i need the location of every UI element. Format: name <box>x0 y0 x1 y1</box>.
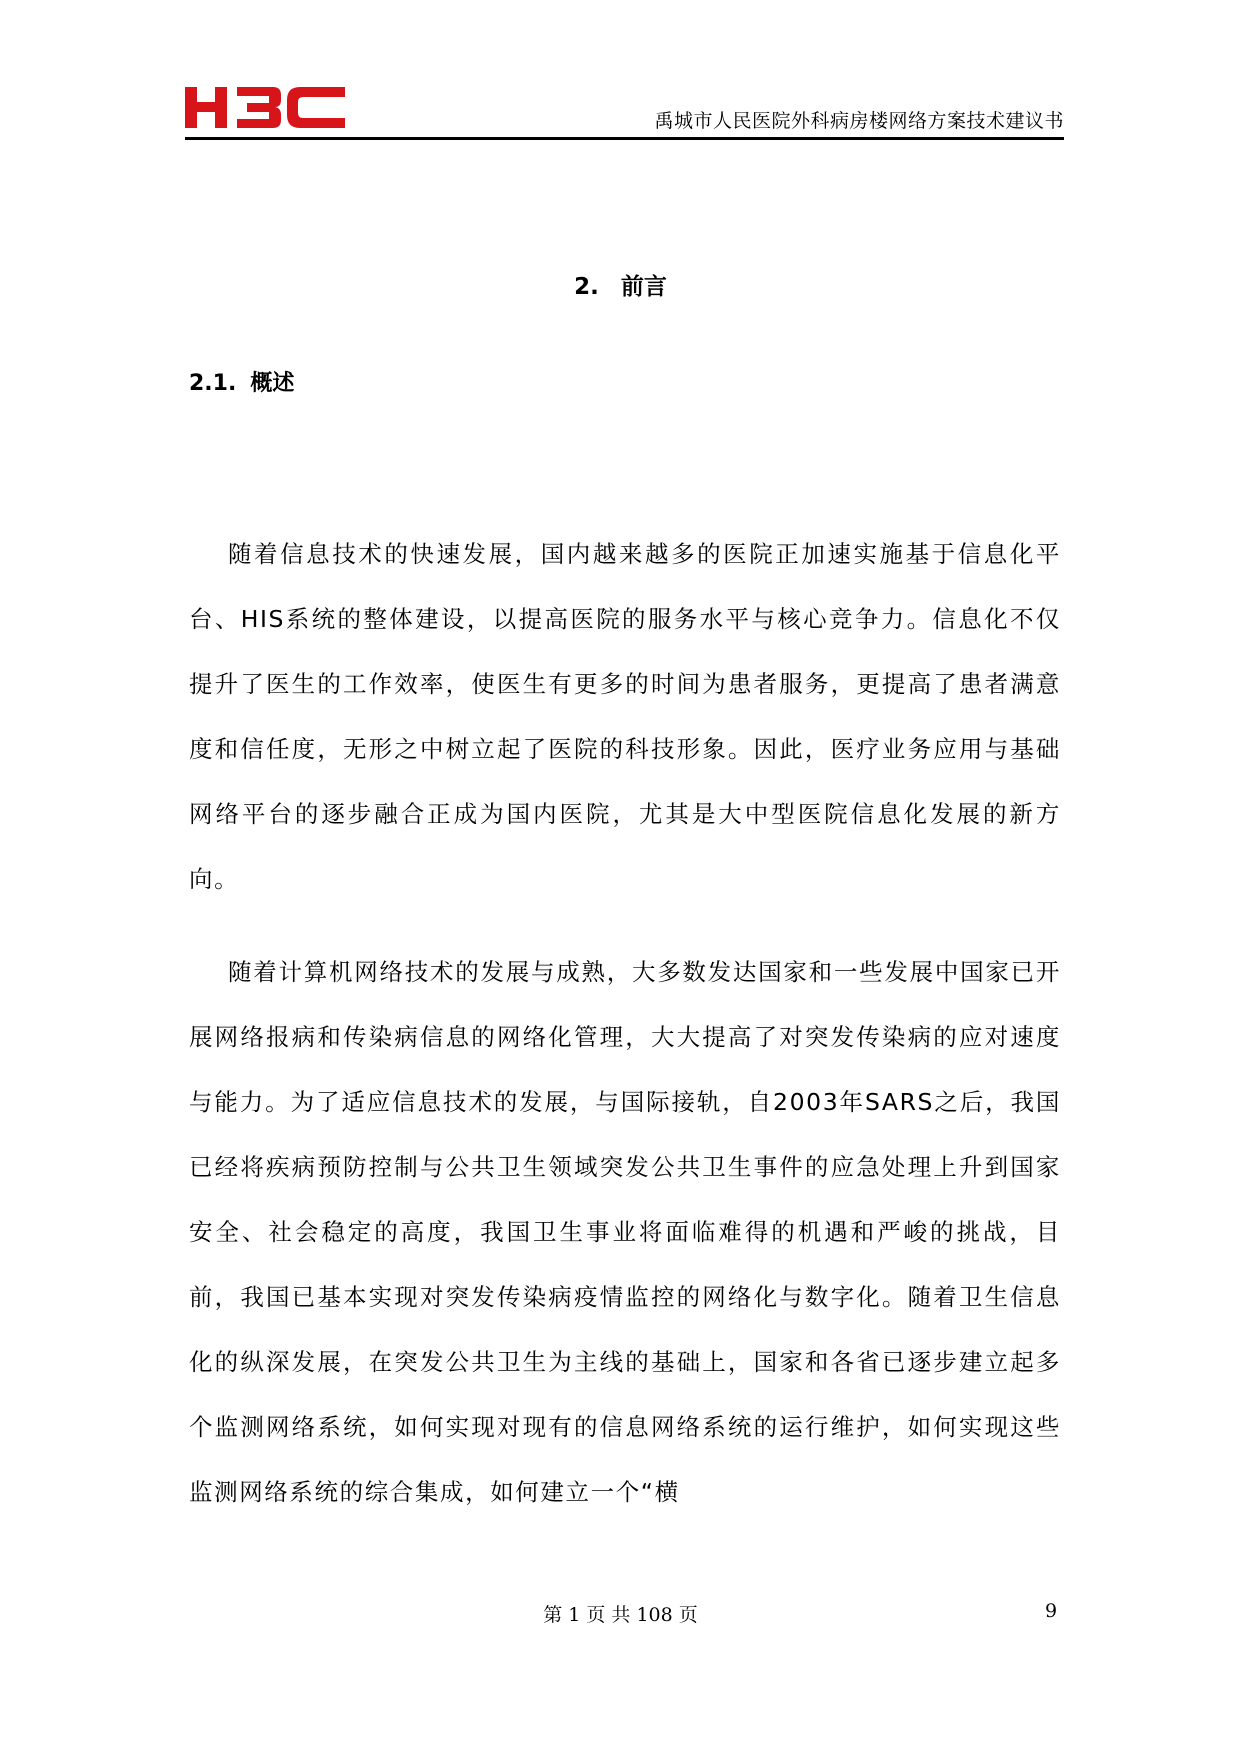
page-number: 9 <box>1045 1600 1058 1622</box>
section-title: 前言 <box>620 274 667 300</box>
h3c-logo-icon <box>185 85 350 130</box>
header-rule <box>185 137 1064 140</box>
section-number: 2. <box>574 274 599 300</box>
subsection-title: 概述 <box>250 371 295 396</box>
page-header <box>185 80 1064 142</box>
h3c-logo <box>185 85 350 130</box>
page-counter: 第 1 页 共 108 页 <box>543 1604 698 1626</box>
body-paragraph-2: 随着计算机网络技术的发展与成熟，大多数发达国家和一些发展中国家已开展网络报病和传染病信息的网络化管理，大大提高了对突发传染病的应对速度与能力。为了适应信息技术的发展，与国际接轨，自2003年SARS之后，我国已经将疾病预防控制与公共卫生领域突发公共卫生事件的应急处理上升到国家安全、社会稳定的高度，我国卫生事业将面临难得的机遇和严峻的挑战，目前，我国已基本实现对突发传染病疫情监控的网络化与数字化。随着卫生信息化的纵深发展，在突发公共卫生为主线的基础上，国家和各省已逐步建立起多个监测网络系统，如何实现对现有的信息网络系统的运行维护，如何实现这些监测网络系统的综合集成，如何建立一个“横 <box>189 958 1061 1506</box>
subsection-heading <box>189 366 294 397</box>
body-paragraph-1: 随着信息技术的快速发展，国内越来越多的医院正加速实施基于信息化平台、HIS系统的整体建设，以提高医院的服务水平与核心竞争力。信息化不仅提升了医生的工作效率，使医生有更多的时间为患者服务，更提高了患者满意度和信任度，无形之中树立起了医院的科技形象。因此，医疗业务应用与基础网络平台的逐步融合正成为国内医院，尤其是大中型医院信息化发展的新方向。 <box>189 540 1061 893</box>
document-title: 禹城市人民医院外科病房楼网络方案技术建议书 <box>654 110 1064 132</box>
section-heading <box>0 268 1241 301</box>
subsection-number: 2.1. <box>189 371 237 396</box>
